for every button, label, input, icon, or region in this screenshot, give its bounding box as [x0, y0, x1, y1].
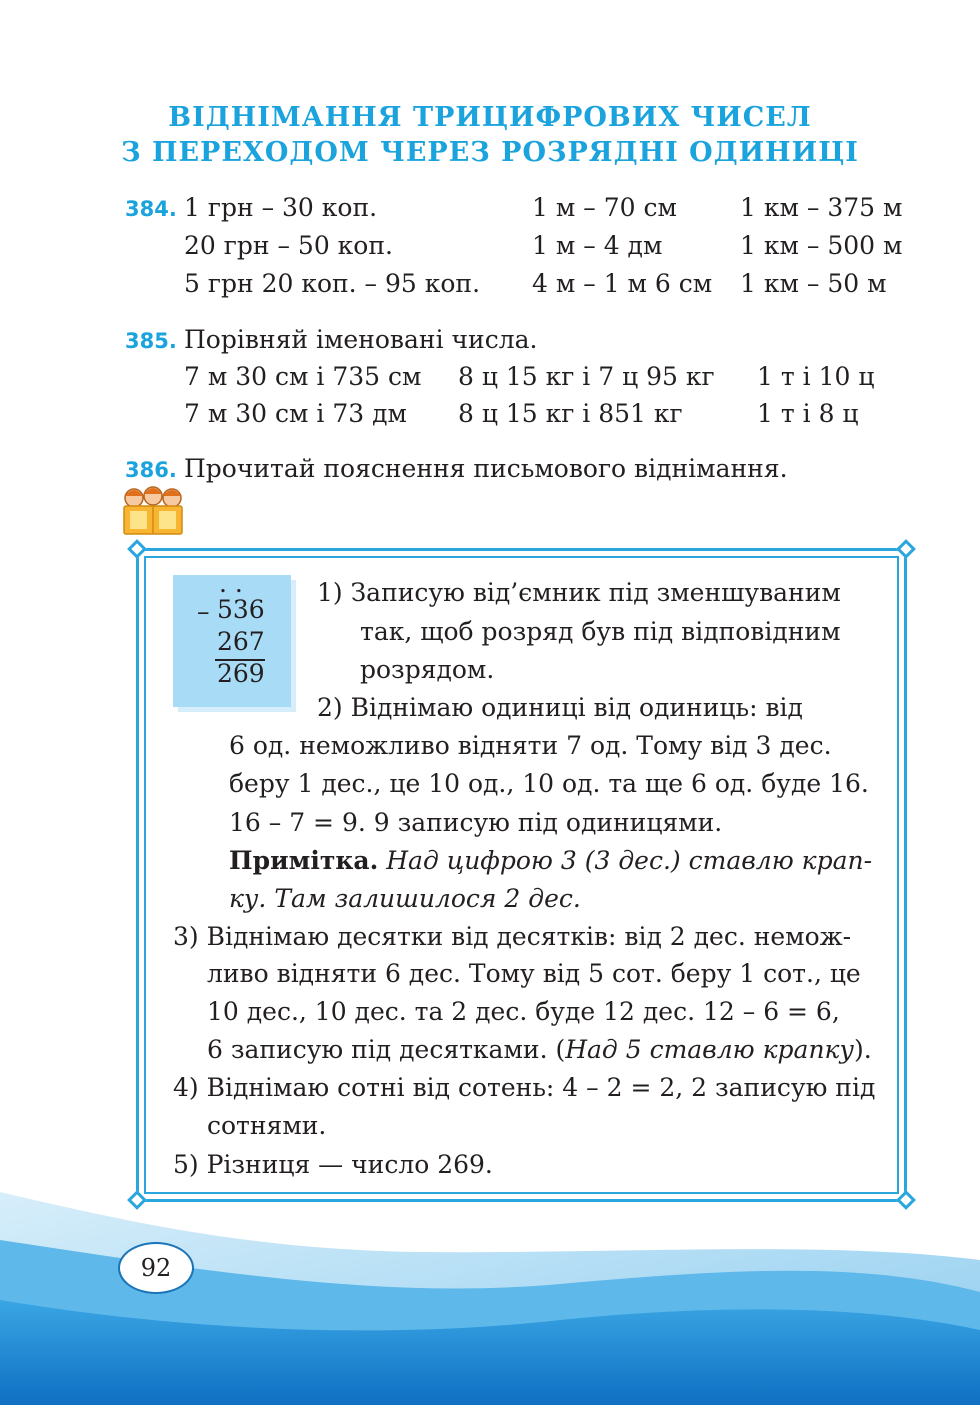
- ex384-cell: 1 м – 70 см: [532, 193, 677, 222]
- step3-last-italic: Над 5 ставлю крапку: [565, 1035, 854, 1064]
- step3-last-b: ).: [853, 1035, 872, 1064]
- section-title-line2: З ПЕРЕХОДОМ ЧЕРЕЗ РОЗРЯДНІ ОДИНИЦІ: [121, 137, 859, 168]
- reading-children-icon: [120, 484, 186, 536]
- ex384-cell: 5 грн 20 коп. – 95 коп.: [184, 269, 481, 298]
- ex384-cell: 1 км – 375 м: [740, 193, 903, 222]
- step2-line: 6 од. неможливо відняти 7 од. Тому від 3 дес.: [229, 731, 832, 760]
- ex384-cell: 1 м – 4 дм: [532, 231, 663, 260]
- ex384-cell: 1 км – 50 м: [740, 269, 887, 298]
- section-title-line1: ВІДНІМАННЯ ТРИЦИФРОВИХ ЧИСЕЛ: [168, 102, 812, 133]
- step5-line: 5) Різниця — число 269.: [173, 1150, 493, 1179]
- step4-line: 4) Віднімаю сотні від сотень: 4 – 2 = 2, 2 записую під: [173, 1073, 876, 1102]
- ex386-instruction: Прочитай пояснення письмового віднімання.: [184, 454, 788, 483]
- note-label: Примітка.: [229, 846, 379, 875]
- step2-line: 16 – 7 = 9. 9 записую під одиницями.: [229, 808, 723, 837]
- exercise-384-number: 384.: [125, 197, 177, 221]
- difference: 269: [217, 659, 265, 688]
- ex385-cell: 7 м 30 см і 73 дм: [184, 399, 407, 428]
- borrow-dots: . .: [219, 569, 243, 598]
- note-line1: [229, 846, 872, 875]
- exercise-386-number: 386.: [125, 458, 177, 482]
- step1-line: 1) Записую від’ємник під зменшуваним: [317, 578, 841, 607]
- page-number: 92: [118, 1242, 194, 1294]
- column-subtraction: [173, 569, 291, 707]
- step1-line: так, щоб розряд був під відповідним: [360, 617, 841, 646]
- note-text: Над цифрою 3 (3 дес.) ставлю крап-: [386, 846, 873, 875]
- minus-sign: –: [197, 597, 210, 626]
- ex385-instruction: Порівняй іменовані числа.: [184, 325, 538, 354]
- exercise-385-number: 385.: [125, 329, 177, 353]
- step3-last-a: 6 записую під десятками. (: [207, 1035, 566, 1064]
- ex384-cell: 20 грн – 50 коп.: [184, 231, 393, 260]
- ex384-cell: 1 грн – 30 коп.: [184, 193, 378, 222]
- ex385-cell: 8 ц 15 кг і 851 кг: [458, 399, 683, 428]
- step1-line: розрядом.: [360, 655, 495, 684]
- subtrahend: 267: [217, 627, 265, 656]
- step2-line: беру 1 дес., це 10 од., 10 од. та ще 6 од. буде 16.: [229, 769, 869, 798]
- ex385-cell: 8 ц 15 кг і 7 ц 95 кг: [458, 362, 715, 391]
- step3-line: 10 дес., 10 дес. та 2 дес. буде 12 дес. 12 – 6 = 6,: [207, 997, 840, 1026]
- ex385-cell: 7 м 30 см і 735 см: [184, 362, 422, 391]
- ex385-cell: 1 т і 8 ц: [757, 399, 859, 428]
- minuend: 536: [217, 595, 265, 624]
- step3-line: ливо відняти 6 дес. Тому від 5 сот. беру 1 сот., це: [207, 959, 861, 988]
- step4-line: сотнями.: [207, 1111, 327, 1140]
- step3-line: 3) Віднімаю десятки від десятків: від 2 дес. немож-: [173, 922, 852, 951]
- ex384-cell: 4 м – 1 м 6 см: [532, 269, 713, 298]
- ex384-cell: 1 км – 500 м: [740, 231, 903, 260]
- ex385-cell: 1 т і 10 ц: [757, 362, 875, 391]
- step3-line-last: [207, 1035, 872, 1064]
- step2-line: 2) Віднімаю одиниці від одиниць: від: [317, 693, 803, 722]
- note-line2: ку. Там залишилося 2 дес.: [229, 884, 581, 913]
